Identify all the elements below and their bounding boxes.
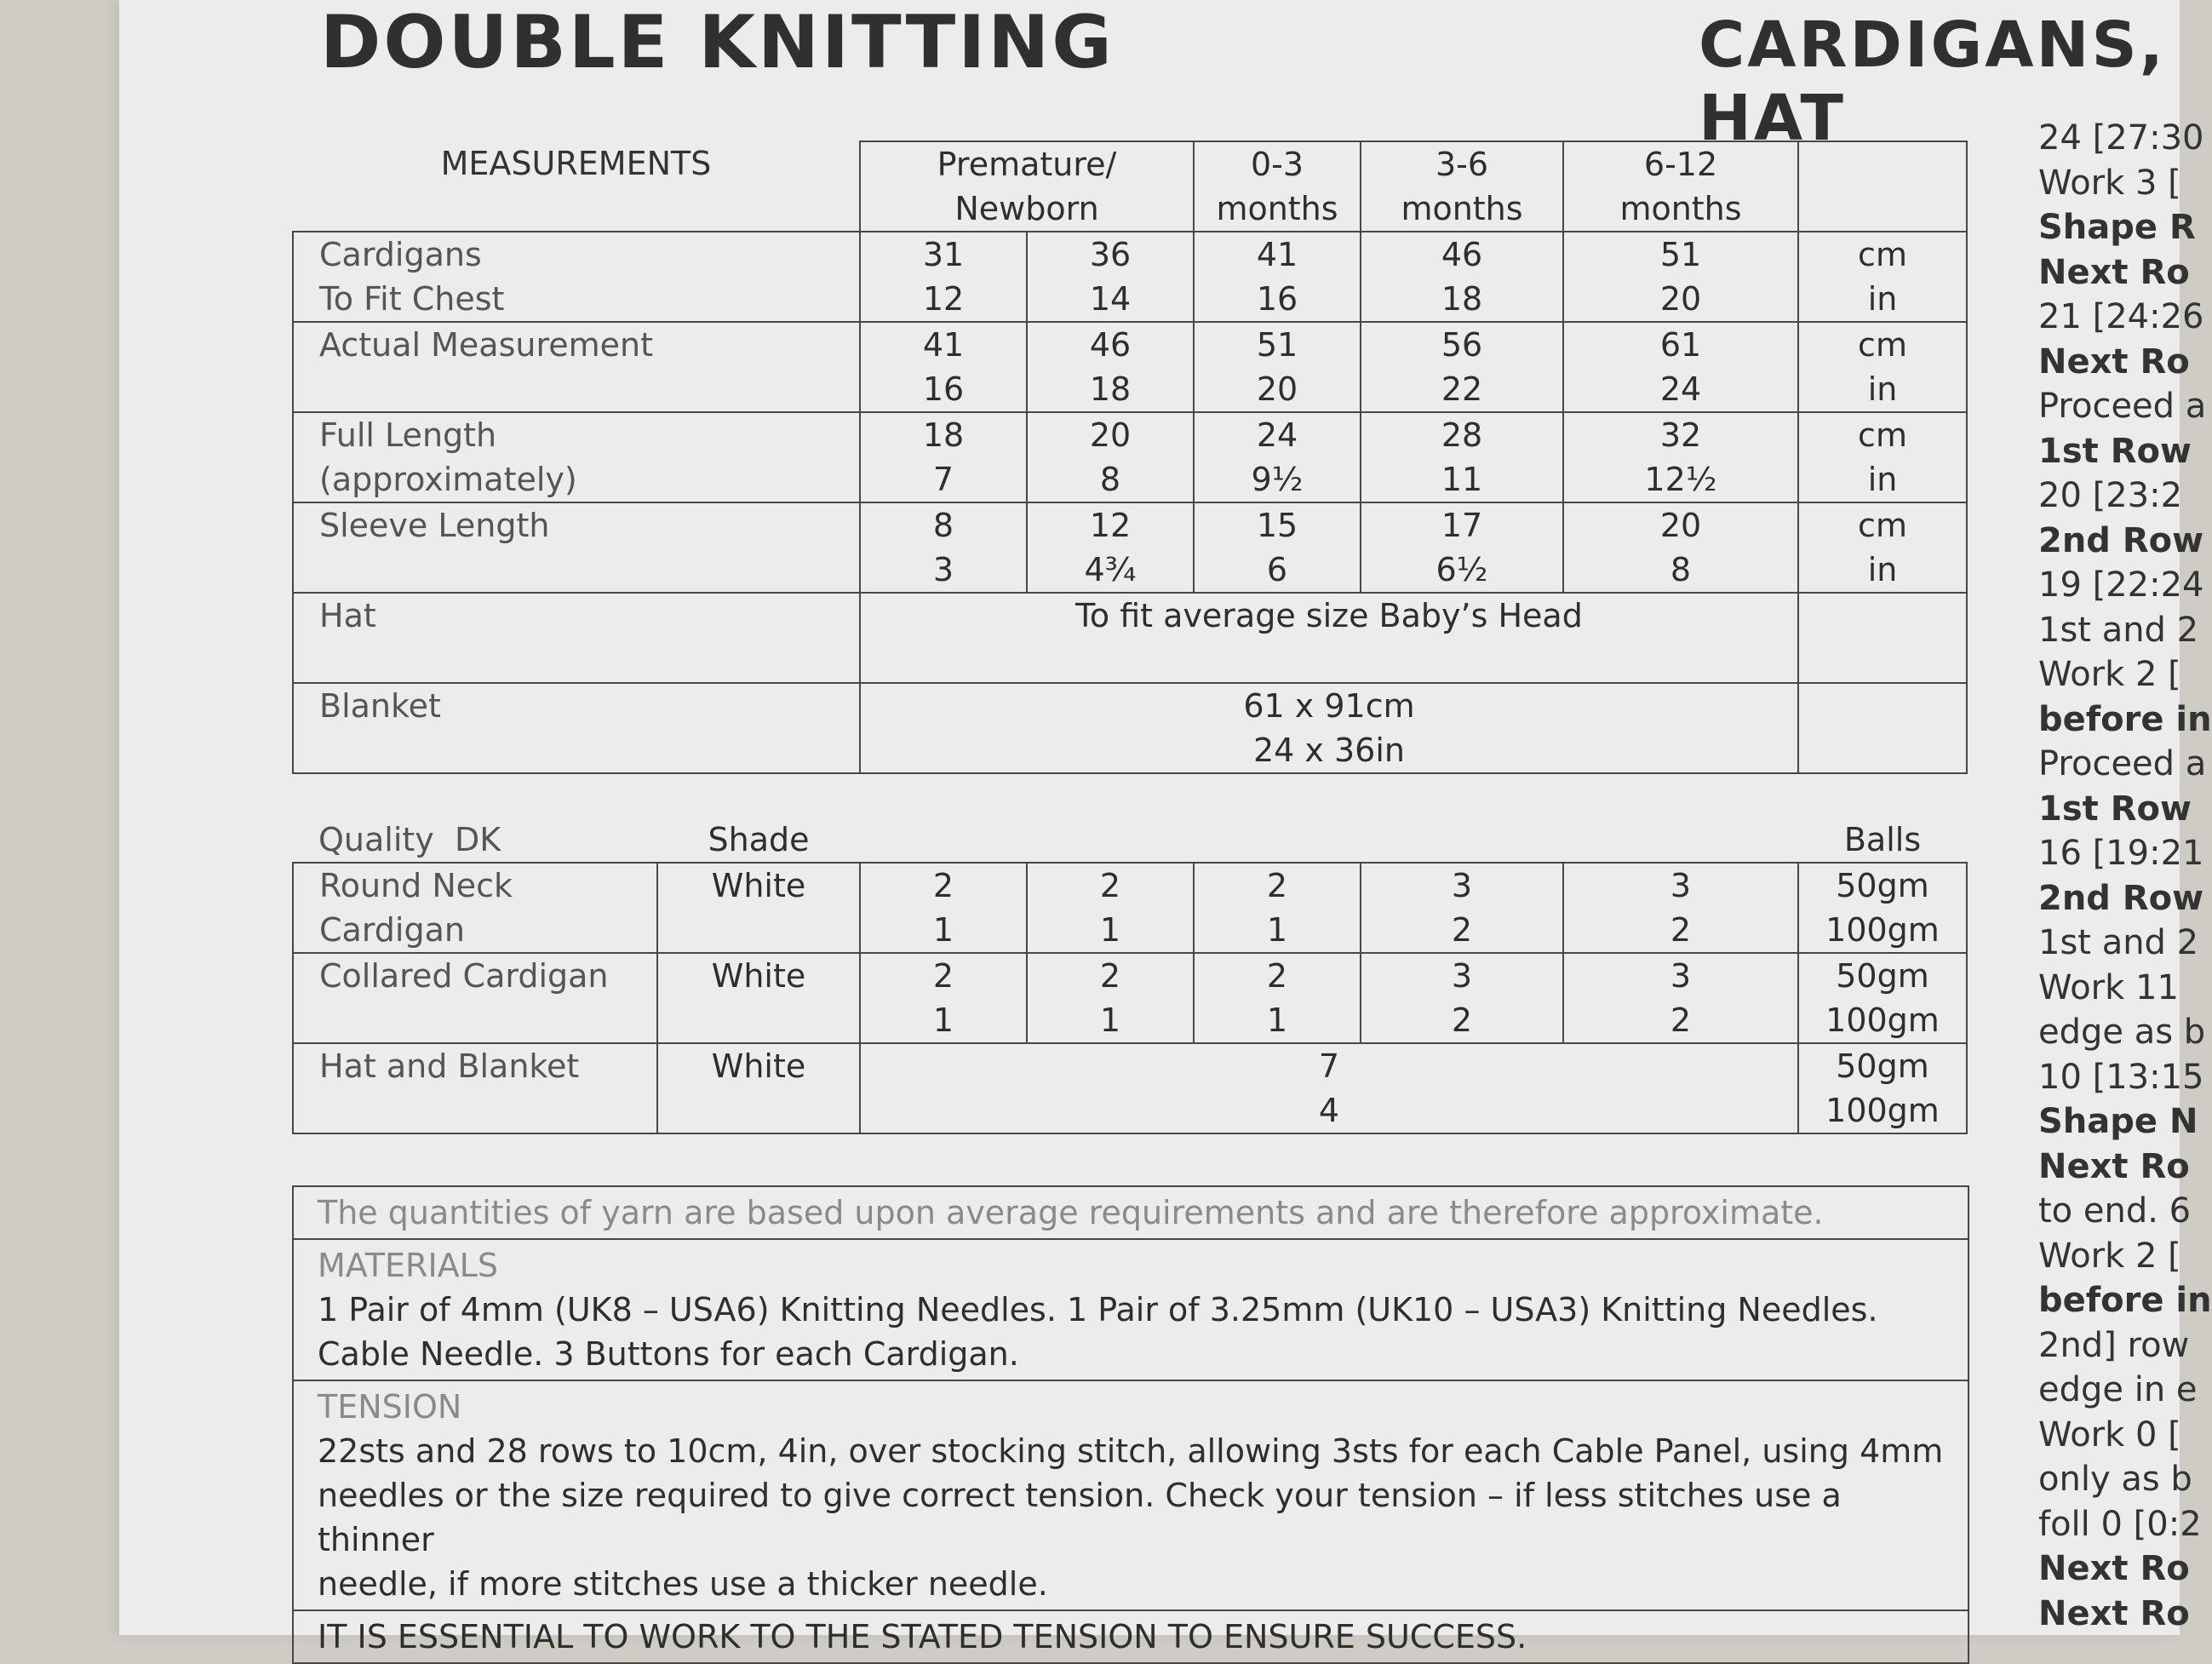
cell-value: 12 xyxy=(922,280,965,318)
cell-value: 20 xyxy=(1256,370,1298,408)
quantities-note: The quantities of yarn are based upon average requirements and are therefore approximate. xyxy=(318,1194,1824,1231)
instruction-line: Work 11 xyxy=(2038,967,2179,1007)
ball-weight: 100gm xyxy=(1825,911,1940,949)
ball-weight: 100gm xyxy=(1825,1092,1940,1129)
unit-label: cm xyxy=(1858,507,1907,544)
yarn-header-row xyxy=(293,818,1967,863)
ball-weight: 50gm xyxy=(1836,1047,1929,1085)
row-label: To Fit Chest xyxy=(319,280,505,318)
header-title-left: DOUBLE KNITTING xyxy=(320,0,1115,85)
instruction-line: Next Ro xyxy=(2038,1549,2190,1588)
instruction-line: Next Ro xyxy=(2038,1146,2190,1186)
cell-value: 36 xyxy=(1089,236,1132,273)
measurement-row xyxy=(293,322,1967,412)
yarn-quantities-table xyxy=(292,818,1968,1134)
cell-value: 1 xyxy=(932,1001,954,1039)
row-label: Full Length xyxy=(319,416,497,454)
unit-label: cm xyxy=(1858,236,1907,273)
cell-value: 18 xyxy=(1441,280,1483,318)
instruction-line: 1st Row xyxy=(2038,431,2192,471)
instruction-line: 1st and 2 xyxy=(2038,923,2199,962)
cell-value: 24 xyxy=(1659,370,1702,408)
shade-value: White xyxy=(711,867,806,904)
cell-value: 3 xyxy=(1670,867,1692,904)
materials-text: Cable Needle. 3 Buttons for each Cardigan. xyxy=(318,1335,1019,1373)
cell-value: 41 xyxy=(922,326,965,364)
unit-header xyxy=(1798,141,1967,232)
instruction-line: foll 0 [0:2 xyxy=(2038,1504,2202,1544)
cell-value: 11 xyxy=(1441,461,1483,498)
cell-value: 41 xyxy=(1256,236,1298,273)
garment-name: Cardigan xyxy=(319,911,465,949)
cell-value: 51 xyxy=(1256,326,1298,364)
cell-value: 8 xyxy=(932,507,954,544)
hat-row xyxy=(293,593,1967,683)
shade-value: White xyxy=(711,1047,806,1085)
size-header-line: months xyxy=(1401,190,1523,227)
instruction-line: Next Ro xyxy=(2038,341,2190,382)
yarn-row xyxy=(293,1043,1967,1133)
cell-value: 3 xyxy=(1451,957,1473,995)
pattern-instructions-column xyxy=(2038,116,2212,1636)
cell-value: 14 xyxy=(1089,280,1132,318)
cell-value: 1 xyxy=(1099,911,1121,949)
size-header-line: 0-3 xyxy=(1250,146,1304,183)
instruction-line: Work 2 [ xyxy=(2038,1236,2181,1276)
cell-value: 2 xyxy=(1266,867,1288,904)
instruction-line: Work 0 [ xyxy=(2038,1414,2181,1455)
instruction-line: Proceed a xyxy=(2038,387,2207,426)
measurements-header-row xyxy=(293,141,1967,232)
size-header xyxy=(860,141,1194,232)
instruction-line: Shape N xyxy=(2038,1102,2198,1141)
size-header xyxy=(1194,141,1361,232)
cell-value: 7 xyxy=(932,461,954,498)
cell-value: 4¾ xyxy=(1084,551,1137,588)
measurements-title: MEASUREMENTS xyxy=(440,145,712,182)
row-label: Blanket xyxy=(319,687,441,725)
row-label: (approximately) xyxy=(319,461,577,498)
instruction-line: Proceed a xyxy=(2038,744,2207,783)
knitting-pattern-page xyxy=(119,0,2212,1655)
cell-value: 9½ xyxy=(1251,461,1304,498)
cell-value: 2 xyxy=(1670,911,1692,949)
instruction-line: 20 [23:2 xyxy=(2038,476,2183,515)
instruction-line: 19 [22:24 xyxy=(2038,565,2204,605)
cell-value: 6½ xyxy=(1436,551,1488,588)
balls-label: Balls xyxy=(1843,821,1922,858)
garment-name: Hat and Blanket xyxy=(319,1047,580,1085)
instruction-line: 16 [19:21 xyxy=(2038,834,2204,873)
cell-value: 12 xyxy=(1089,507,1132,544)
unit-label: cm xyxy=(1858,416,1907,454)
blanket-size-in: 24 x 36in xyxy=(1253,732,1405,769)
measurement-row xyxy=(293,502,1967,593)
cell-value: 20 xyxy=(1089,416,1132,454)
materials-title: MATERIALS xyxy=(318,1247,498,1284)
hat-size-value: To fit average size Baby’s Head xyxy=(1075,597,1583,634)
cell-value: 31 xyxy=(922,236,965,273)
row-label: Hat xyxy=(319,597,376,634)
size-header-line: months xyxy=(1216,190,1338,227)
instruction-line: 10 [13:15 xyxy=(2038,1057,2204,1097)
notes-box xyxy=(292,1185,1969,1664)
yarn-row xyxy=(293,863,1967,953)
unit-label: in xyxy=(1867,551,1898,588)
size-header-line: Premature/ xyxy=(937,146,1117,183)
essential-note: IT IS ESSENTIAL TO WORK TO THE STATED TENSION TO ENSURE SUCCESS. xyxy=(318,1618,1527,1655)
materials-text: 1 Pair of 4mm (UK8 – USA6) Knitting Needles. 1 Pair of 3.25mm (UK10 – USA3) Knitting Needles. xyxy=(318,1291,1878,1328)
cell-value: 8 xyxy=(1099,461,1121,498)
instruction-line: edge in e xyxy=(2038,1370,2198,1409)
size-header-line: months xyxy=(1619,190,1742,227)
cell-value: 2 xyxy=(932,957,954,995)
cell-value: 3 xyxy=(932,551,954,588)
instruction-line: only as b xyxy=(2038,1460,2192,1499)
cell-value: 24 xyxy=(1256,416,1298,454)
cell-value: 17 xyxy=(1441,507,1483,544)
ball-weight: 100gm xyxy=(1825,1001,1940,1039)
quantities-note-row xyxy=(294,1187,1968,1240)
instruction-line: before in xyxy=(2038,699,2212,739)
tension-text: 22sts and 28 rows to 10cm, 4in, over stocking stitch, allowing 3sts for each Cable Panel, using 4mm xyxy=(318,1432,1944,1470)
cell-value: 2 xyxy=(1451,1001,1473,1039)
cell-value: 16 xyxy=(1256,280,1298,318)
blanket-row xyxy=(293,683,1967,773)
cell-value: 18 xyxy=(1089,370,1132,408)
garment-name: Collared Cardigan xyxy=(319,957,609,995)
instruction-line: to end. 6 xyxy=(2038,1191,2192,1231)
cell-value: 2 xyxy=(1099,957,1121,995)
cell-value: 51 xyxy=(1659,236,1702,273)
tension-row xyxy=(294,1381,1968,1611)
blanket-size-cm: 61 x 91cm xyxy=(1243,687,1415,725)
tension-text: needles or the size required to give correct tension. Check your tension – if less stitches use a thinner xyxy=(318,1477,1842,1558)
row-label: Cardigans xyxy=(319,236,482,273)
measurement-row xyxy=(293,232,1967,322)
size-header-line: Newborn xyxy=(954,190,1099,227)
cell-value: 2 xyxy=(1099,867,1121,904)
measurement-row xyxy=(293,412,1967,502)
quality-label: Quality DK xyxy=(318,821,501,858)
cell-value: 32 xyxy=(1659,416,1702,454)
tension-text: needle, if more stitches use a thicker needle. xyxy=(318,1565,1048,1603)
garment-name: Round Neck xyxy=(319,867,513,904)
instruction-line: Work 3 [ xyxy=(2038,163,2181,203)
instruction-line: edge as b xyxy=(2038,1013,2206,1052)
cell-value: 12½ xyxy=(1644,461,1717,498)
cell-value: 61 xyxy=(1659,326,1702,364)
tension-title: TENSION xyxy=(318,1388,462,1426)
instruction-line: 1st and 2 xyxy=(2038,610,2199,650)
cell-value: 1 xyxy=(1099,1001,1121,1039)
cell-value: 2 xyxy=(1670,1001,1692,1039)
instruction-line: 2nd Row xyxy=(2038,520,2204,560)
cell-value: 28 xyxy=(1441,416,1483,454)
cell-value: 20 xyxy=(1659,507,1702,544)
instruction-line: 1st Row xyxy=(2038,789,2192,829)
cell-value: 7 xyxy=(1318,1047,1340,1085)
unit-label: in xyxy=(1867,370,1898,408)
header-title-right: CARDIGANS, HAT xyxy=(1699,9,2166,155)
cell-value: 3 xyxy=(1451,867,1473,904)
cell-value: 46 xyxy=(1089,326,1132,364)
unit-label: cm xyxy=(1858,326,1907,364)
size-header-line: 6-12 xyxy=(1643,146,1718,183)
instruction-line: before in xyxy=(2038,1281,2212,1320)
cell-value: 46 xyxy=(1441,236,1483,273)
size-header-line: 3-6 xyxy=(1435,146,1489,183)
essential-row xyxy=(294,1611,1968,1662)
unit-label: in xyxy=(1867,461,1898,498)
cell-value: 1 xyxy=(1266,1001,1288,1039)
cell-value: 3 xyxy=(1670,957,1692,995)
cell-value: 1 xyxy=(1266,911,1288,949)
shade-value: White xyxy=(711,957,806,995)
row-label: Sleeve Length xyxy=(319,507,550,544)
cell-value: 15 xyxy=(1256,507,1298,544)
instruction-line: Next Ro xyxy=(2038,252,2190,292)
cell-value: 2 xyxy=(1451,911,1473,949)
size-header xyxy=(1563,141,1798,232)
instruction-line: Shape R xyxy=(2038,208,2196,247)
size-header xyxy=(1361,141,1563,232)
instruction-line: 2nd] row xyxy=(2038,1325,2190,1365)
unit-label: in xyxy=(1867,280,1898,318)
cell-value: 8 xyxy=(1670,551,1692,588)
materials-row xyxy=(294,1240,1968,1381)
instruction-line: 2nd Row xyxy=(2038,878,2204,918)
cell-value: 56 xyxy=(1441,326,1483,364)
yarn-row xyxy=(293,953,1967,1043)
shade-label: Shade xyxy=(708,821,810,858)
ball-weight: 50gm xyxy=(1836,867,1929,904)
cell-value: 16 xyxy=(922,370,965,408)
instruction-line: Work 2 [ xyxy=(2038,655,2181,694)
instruction-line: Next Ro xyxy=(2038,1593,2190,1633)
cell-value: 20 xyxy=(1659,280,1702,318)
row-label: Actual Measurement xyxy=(319,326,654,364)
instruction-line: 21 [24:26 xyxy=(2038,297,2204,336)
ball-weight: 50gm xyxy=(1836,957,1929,995)
cell-value: 6 xyxy=(1266,551,1288,588)
cell-value: 2 xyxy=(1266,957,1288,995)
cell-value: 22 xyxy=(1441,370,1483,408)
measurements-table xyxy=(292,141,1968,774)
cell-value: 1 xyxy=(932,911,954,949)
cell-value: 4 xyxy=(1318,1092,1340,1129)
cell-value: 2 xyxy=(932,867,954,904)
cell-value: 18 xyxy=(922,416,965,454)
instruction-line: 24 [27:30 xyxy=(2038,118,2204,158)
